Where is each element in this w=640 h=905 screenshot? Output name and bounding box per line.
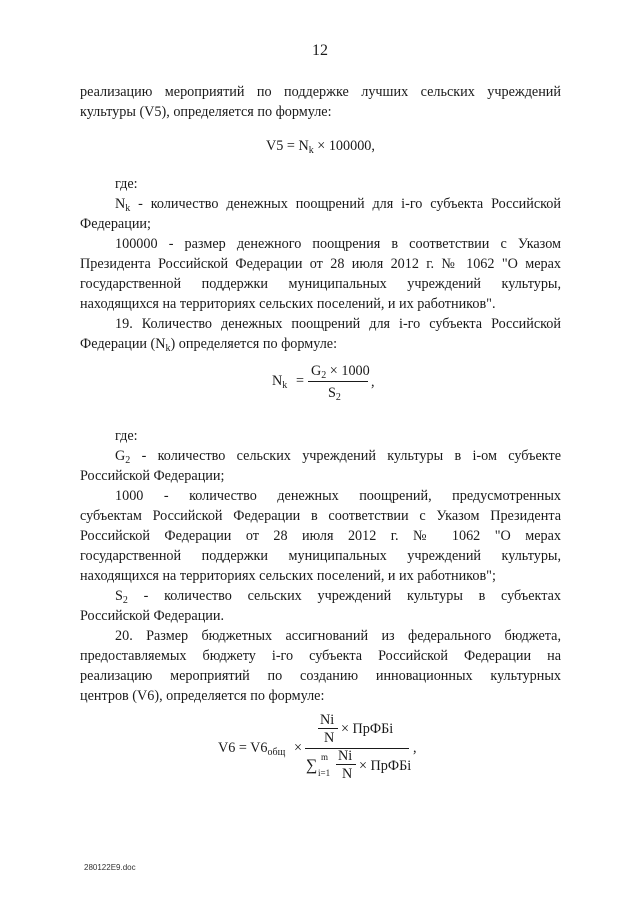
text-line: Российской Федерации. <box>80 608 225 624</box>
text-line: субъектам Российской Федерации в соответствии с Указом Президента <box>80 508 561 524</box>
text-line: 19. Количество денежных поощрений для i-го субъекта Российской <box>115 316 561 332</box>
text-line-p19: Федерации $(N_k)$ определяется по формуле: <box>80 336 338 354</box>
text-line: где: <box>115 176 138 192</box>
text-line: находящихся на территориях сельских поселений, и их работников". <box>80 296 496 312</box>
page-number: 12 <box>312 42 328 59</box>
text-line: 100000 - размер денежного поощрения в соответствии с Указом <box>115 236 561 252</box>
text-line: 20. Размер бюджетных ассигнований из федерального бюджета, <box>115 628 561 644</box>
text-line-s2: $S_2$ - количество сельских учреждений культуры в субъектах <box>115 588 562 606</box>
text-line: Федерации; <box>80 216 151 232</box>
text-line: Президента Российской Федерации от 28 июля 2012 г. № 1062 "О мерах <box>80 256 561 272</box>
text-line-g2: $G_2$ - количество сельских учреждений культуры в i-ом субъекте <box>115 448 561 466</box>
text-line: реализацию мероприятий по поддержке лучших сельских учреждений <box>80 84 561 100</box>
text-line: 1000 - количество денежных поощрений, предусмотренных <box>115 488 561 504</box>
document-page: 12 реализацию мероприятий по поддержке лучших сельских учреждений культуры (V5), определяется по формуле: $V5 = N_k \times 100000$, где: $N_k$ - количество денежных поощрений для i-го субъекта Российской Федерации; 100000 - размер денежного поощрения в соответствии с Указом Президента Российской Федерации от 28 июля 2012 г. № 1062 "О мерах государственной поддержки муниципальных учреждений культуры, находящихся на территориях сельских поселений, и их работников". 19. Количество денежных поощрений для i-го субъекта Российской Федерации $(N_k)$ определяется по формуле: $N_k$ = $G_2 \times 1000$ $S_2$ , где: $G_2$ - количество сельских учреждений культуры в i-ом субъекте Российской Федерации; 1000 - количество денежных поощрений, предусмотренных субъектам Российской Федерации в соответствии с Указом Президента Российской Федерации от 28 июля 2012 г. № 1062 "О мерах государственной поддержки муниципальных учреждений культуры, находящихся на территориях сельских поселений, и их работников"; $S_2$ - количество сельских учреждений культуры в субъектах Российской Федерации. 20. Размер бюджетных ассигнований из федерального бюджета, предоставляемых бюджету i-го субъекта Российской Федерации на реализацию мероприятий по созданию инновационных культурных центров (V6), определяется по формуле: $V6 = V6_{общ}$ × Ni N × ПрФБi ∑ m i=1 Ni N × ПрФБi , 280122E9.doc <box>0 0 640 905</box>
text-line: Российской Федерации; <box>80 468 225 484</box>
text-line: культуры (V5), определяется по формуле: <box>80 104 332 120</box>
text-line: реализацию мероприятий по созданию инновационных культурных <box>80 668 561 684</box>
text-line: находящихся на территориях сельских поселений, и их работников"; <box>80 568 496 584</box>
text-line: центров (V6), определяется по формуле: <box>80 688 325 704</box>
text-line: государственной поддержки муниципальных учреждений культуры, <box>80 276 561 292</box>
text-line-nk: $N_k$ - количество денежных поощрений для i-го субъекта Российской <box>115 196 561 214</box>
footer-filename: 280122E9.doc <box>84 863 136 872</box>
text-line: где: <box>115 428 138 444</box>
text-line: предоставляемых бюджету i-го субъекта Российской Федерации на <box>80 648 561 664</box>
text-line: государственной поддержки муниципальных учреждений культуры, <box>80 548 561 564</box>
formula-v5: $V5 = N_k \times 100000$, <box>266 138 375 156</box>
text-line: Российской Федерации от 28 июля 2012 г. № 1062 "О мерах <box>80 528 561 544</box>
